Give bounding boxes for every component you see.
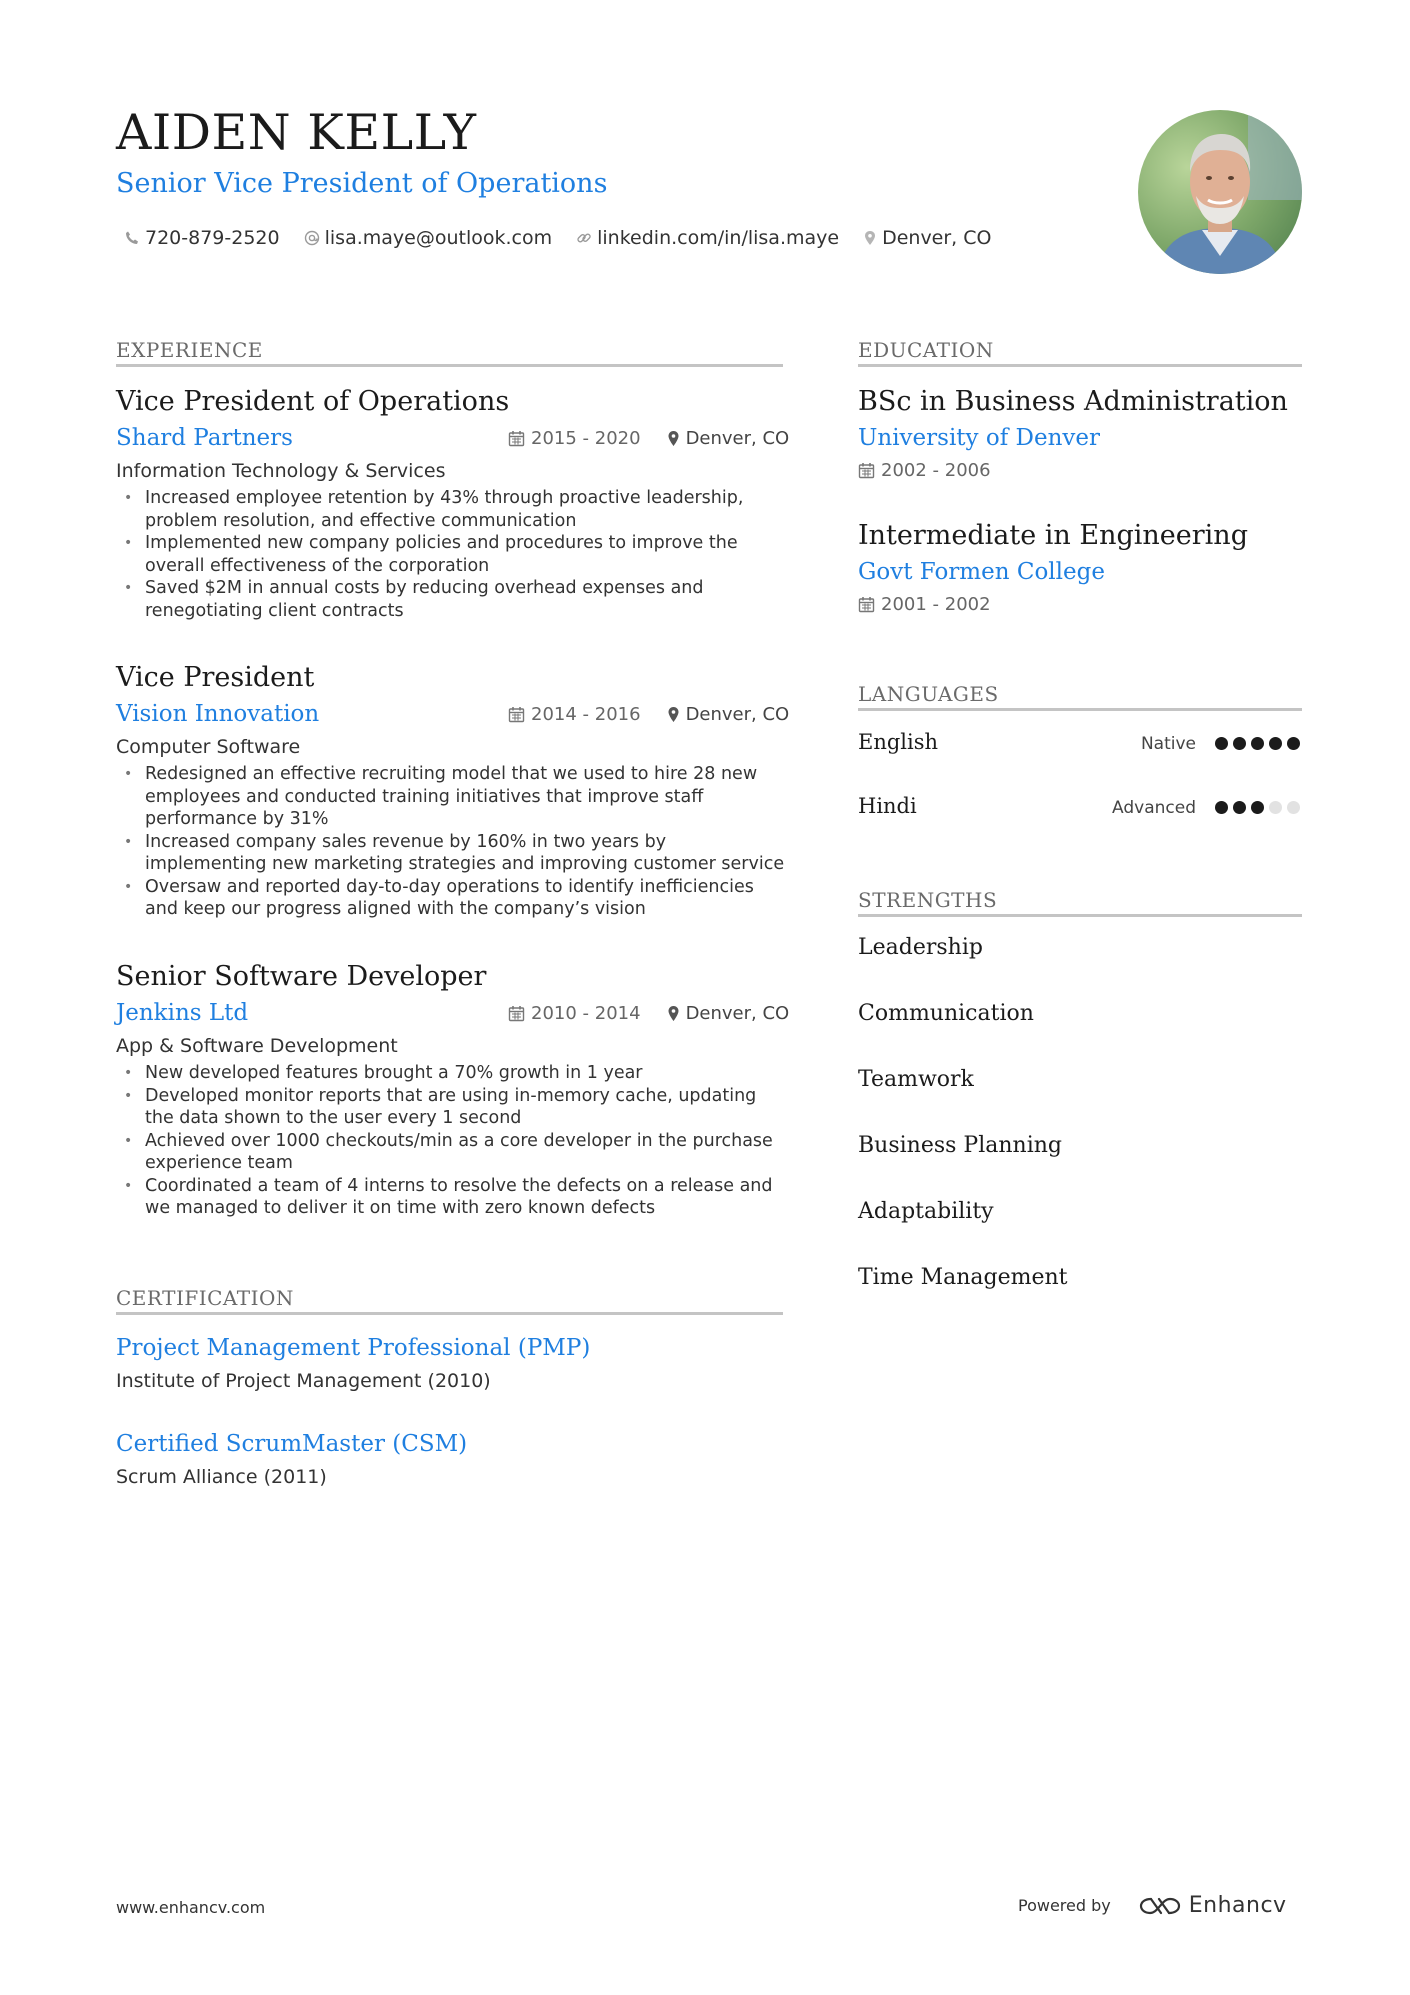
job-title: Vice President of Operations xyxy=(116,386,510,417)
contact-phone[interactable] xyxy=(124,227,280,249)
education-heading: EDUCATION xyxy=(858,338,994,362)
job-title: Senior Software Developer xyxy=(116,961,487,992)
calendar-icon xyxy=(508,430,525,447)
calendar-icon xyxy=(508,706,525,723)
strengths-divider xyxy=(858,914,1302,917)
calendar-icon xyxy=(858,462,875,479)
languages-heading: LANGUAGES xyxy=(858,682,999,706)
cert-issuer: Institute of Project Management (2010) xyxy=(116,1370,491,1392)
job-dates xyxy=(508,428,641,449)
rating-dot xyxy=(1233,801,1246,814)
location-icon xyxy=(863,230,877,246)
contact-phone-text: 720-879-2520 xyxy=(145,227,280,249)
location-icon xyxy=(667,1005,680,1022)
contact-location xyxy=(863,227,991,249)
powered-by-label: Powered by xyxy=(1018,1896,1111,1915)
strength-item: Teamwork xyxy=(858,1067,974,1092)
edu-dates-text: 2001 - 2002 xyxy=(881,594,991,615)
contact-location-text: Denver, CO xyxy=(882,227,992,249)
language-level: Advanced xyxy=(1112,798,1196,818)
calendar-icon xyxy=(508,1005,525,1022)
edu-school[interactable]: Govt Formen College xyxy=(858,559,1105,585)
job-dates xyxy=(508,1003,641,1024)
rating-dot xyxy=(1251,737,1264,750)
certification-divider xyxy=(116,1312,783,1315)
job-industry: Computer Software xyxy=(116,736,301,758)
job-industry: Information Technology & Services xyxy=(116,460,446,482)
job-dates-text: 2015 - 2020 xyxy=(531,428,641,449)
job-meta xyxy=(508,704,789,725)
job-dates xyxy=(508,704,641,725)
location-icon xyxy=(667,706,680,723)
job-bullet: • Oversaw and reported day-to-day operations to identify inefficiencies and keep our progress aligned with the company’s vision xyxy=(116,876,788,921)
rating-dot xyxy=(1287,801,1300,814)
footer-brand[interactable] xyxy=(1018,1893,1287,1918)
job-location: Denver, CO xyxy=(685,704,790,725)
job-bullets xyxy=(116,763,788,921)
strength-item: Leadership xyxy=(858,935,983,960)
language-rating xyxy=(1210,801,1300,814)
education-divider xyxy=(858,364,1302,367)
job-bullet: • Implemented new company policies and procedures to improve the overall effectiveness of the corporation xyxy=(116,532,788,577)
location-icon xyxy=(667,430,680,447)
job-dates-text: 2010 - 2014 xyxy=(531,1003,641,1024)
candidate-title: Senior Vice President of Operations xyxy=(116,168,608,199)
rating-dot xyxy=(1233,737,1246,750)
edu-dates xyxy=(858,460,991,481)
job-location: Denver, CO xyxy=(685,428,790,449)
rating-dot xyxy=(1251,801,1264,814)
job-bullets xyxy=(116,1062,788,1220)
edu-degree: Intermediate in Engineering xyxy=(858,520,1248,551)
contact-bar xyxy=(124,225,1016,251)
rating-dot xyxy=(1287,737,1300,750)
cert-name[interactable]: Project Management Professional (PMP) xyxy=(116,1335,591,1361)
edu-dates xyxy=(858,594,991,615)
edu-school[interactable]: University of Denver xyxy=(858,425,1100,451)
rating-dot xyxy=(1269,737,1282,750)
job-meta xyxy=(508,428,789,449)
job-dates-text: 2014 - 2016 xyxy=(531,704,641,725)
strength-item: Communication xyxy=(858,1001,1034,1026)
job-title: Vice President xyxy=(116,662,315,693)
job-bullet: • Increased company sales revenue by 160% in two years by implementing new marketing strategies and improving customer service xyxy=(116,831,788,876)
job-company[interactable]: Jenkins Ltd xyxy=(116,1000,249,1026)
strength-item: Adaptability xyxy=(858,1199,994,1224)
rating-dot xyxy=(1269,801,1282,814)
contact-linkedin[interactable] xyxy=(576,227,839,249)
job-location: Denver, CO xyxy=(685,1003,790,1024)
cert-issuer: Scrum Alliance (2011) xyxy=(116,1466,327,1488)
job-company[interactable]: Vision Innovation xyxy=(116,701,320,727)
language-name: English xyxy=(858,730,939,754)
rating-dot xyxy=(1215,737,1228,750)
candidate-name: AIDEN KELLY xyxy=(116,104,477,161)
contact-linkedin-text: linkedin.com/in/lisa.maye xyxy=(597,227,840,249)
language-rating xyxy=(1210,737,1300,750)
experience-divider xyxy=(116,364,783,367)
strength-item: Business Planning xyxy=(858,1133,1063,1158)
job-bullet: • Developed monitor reports that are using in-memory cache, updating the data shown to the user every 1 second xyxy=(116,1085,788,1130)
profile-photo xyxy=(1138,110,1302,274)
brand-name: Enhancv xyxy=(1188,1893,1287,1918)
link-icon xyxy=(576,230,592,246)
languages-divider xyxy=(858,708,1302,711)
edu-dates-text: 2002 - 2006 xyxy=(881,460,991,481)
contact-email[interactable] xyxy=(304,227,553,249)
edu-degree: BSc in Business Administration xyxy=(858,386,1288,417)
job-company[interactable]: Shard Partners xyxy=(116,425,293,451)
job-bullet: • Saved $2M in annual costs by reducing overhead expenses and renegotiating client contracts xyxy=(116,577,788,622)
job-bullet: • Achieved over 1000 checkouts/min as a core developer in the purchase experience team xyxy=(116,1130,788,1175)
avatar xyxy=(1138,110,1302,274)
cert-name[interactable]: Certified ScrumMaster (CSM) xyxy=(116,1431,468,1457)
at-icon xyxy=(304,230,320,246)
strength-item: Time Management xyxy=(858,1265,1068,1290)
job-bullet: • New developed features brought a 70% growth in 1 year xyxy=(116,1062,788,1085)
rating-dot xyxy=(1215,801,1228,814)
language-name: Hindi xyxy=(858,794,917,818)
phone-icon xyxy=(124,230,140,246)
job-bullet: • Increased employee retention by 43% through proactive leadership, problem resolution, and effective communication xyxy=(116,487,788,532)
language-level: Native xyxy=(1140,734,1196,754)
strengths-heading: STRENGTHS xyxy=(858,888,998,912)
job-bullet: • Redesigned an effective recruiting model that we used to hire 28 new employees and conducted training initiatives that improve staff performance by 31% xyxy=(116,763,788,831)
experience-heading: EXPERIENCE xyxy=(116,338,263,362)
job-industry: App & Software Development xyxy=(116,1035,398,1057)
job-bullet: • Coordinated a team of 4 interns to resolve the defects on a release and we managed to deliver it on time with zero known defects xyxy=(116,1175,788,1220)
footer-website[interactable]: www.enhancv.com xyxy=(116,1898,266,1917)
contact-email-text: lisa.maye@outlook.com xyxy=(324,227,553,249)
certification-heading: CERTIFICATION xyxy=(116,1286,294,1310)
job-bullets xyxy=(116,487,788,622)
enhancv-logo-icon xyxy=(1137,1894,1183,1918)
calendar-icon xyxy=(858,596,875,613)
job-meta xyxy=(508,1003,789,1024)
